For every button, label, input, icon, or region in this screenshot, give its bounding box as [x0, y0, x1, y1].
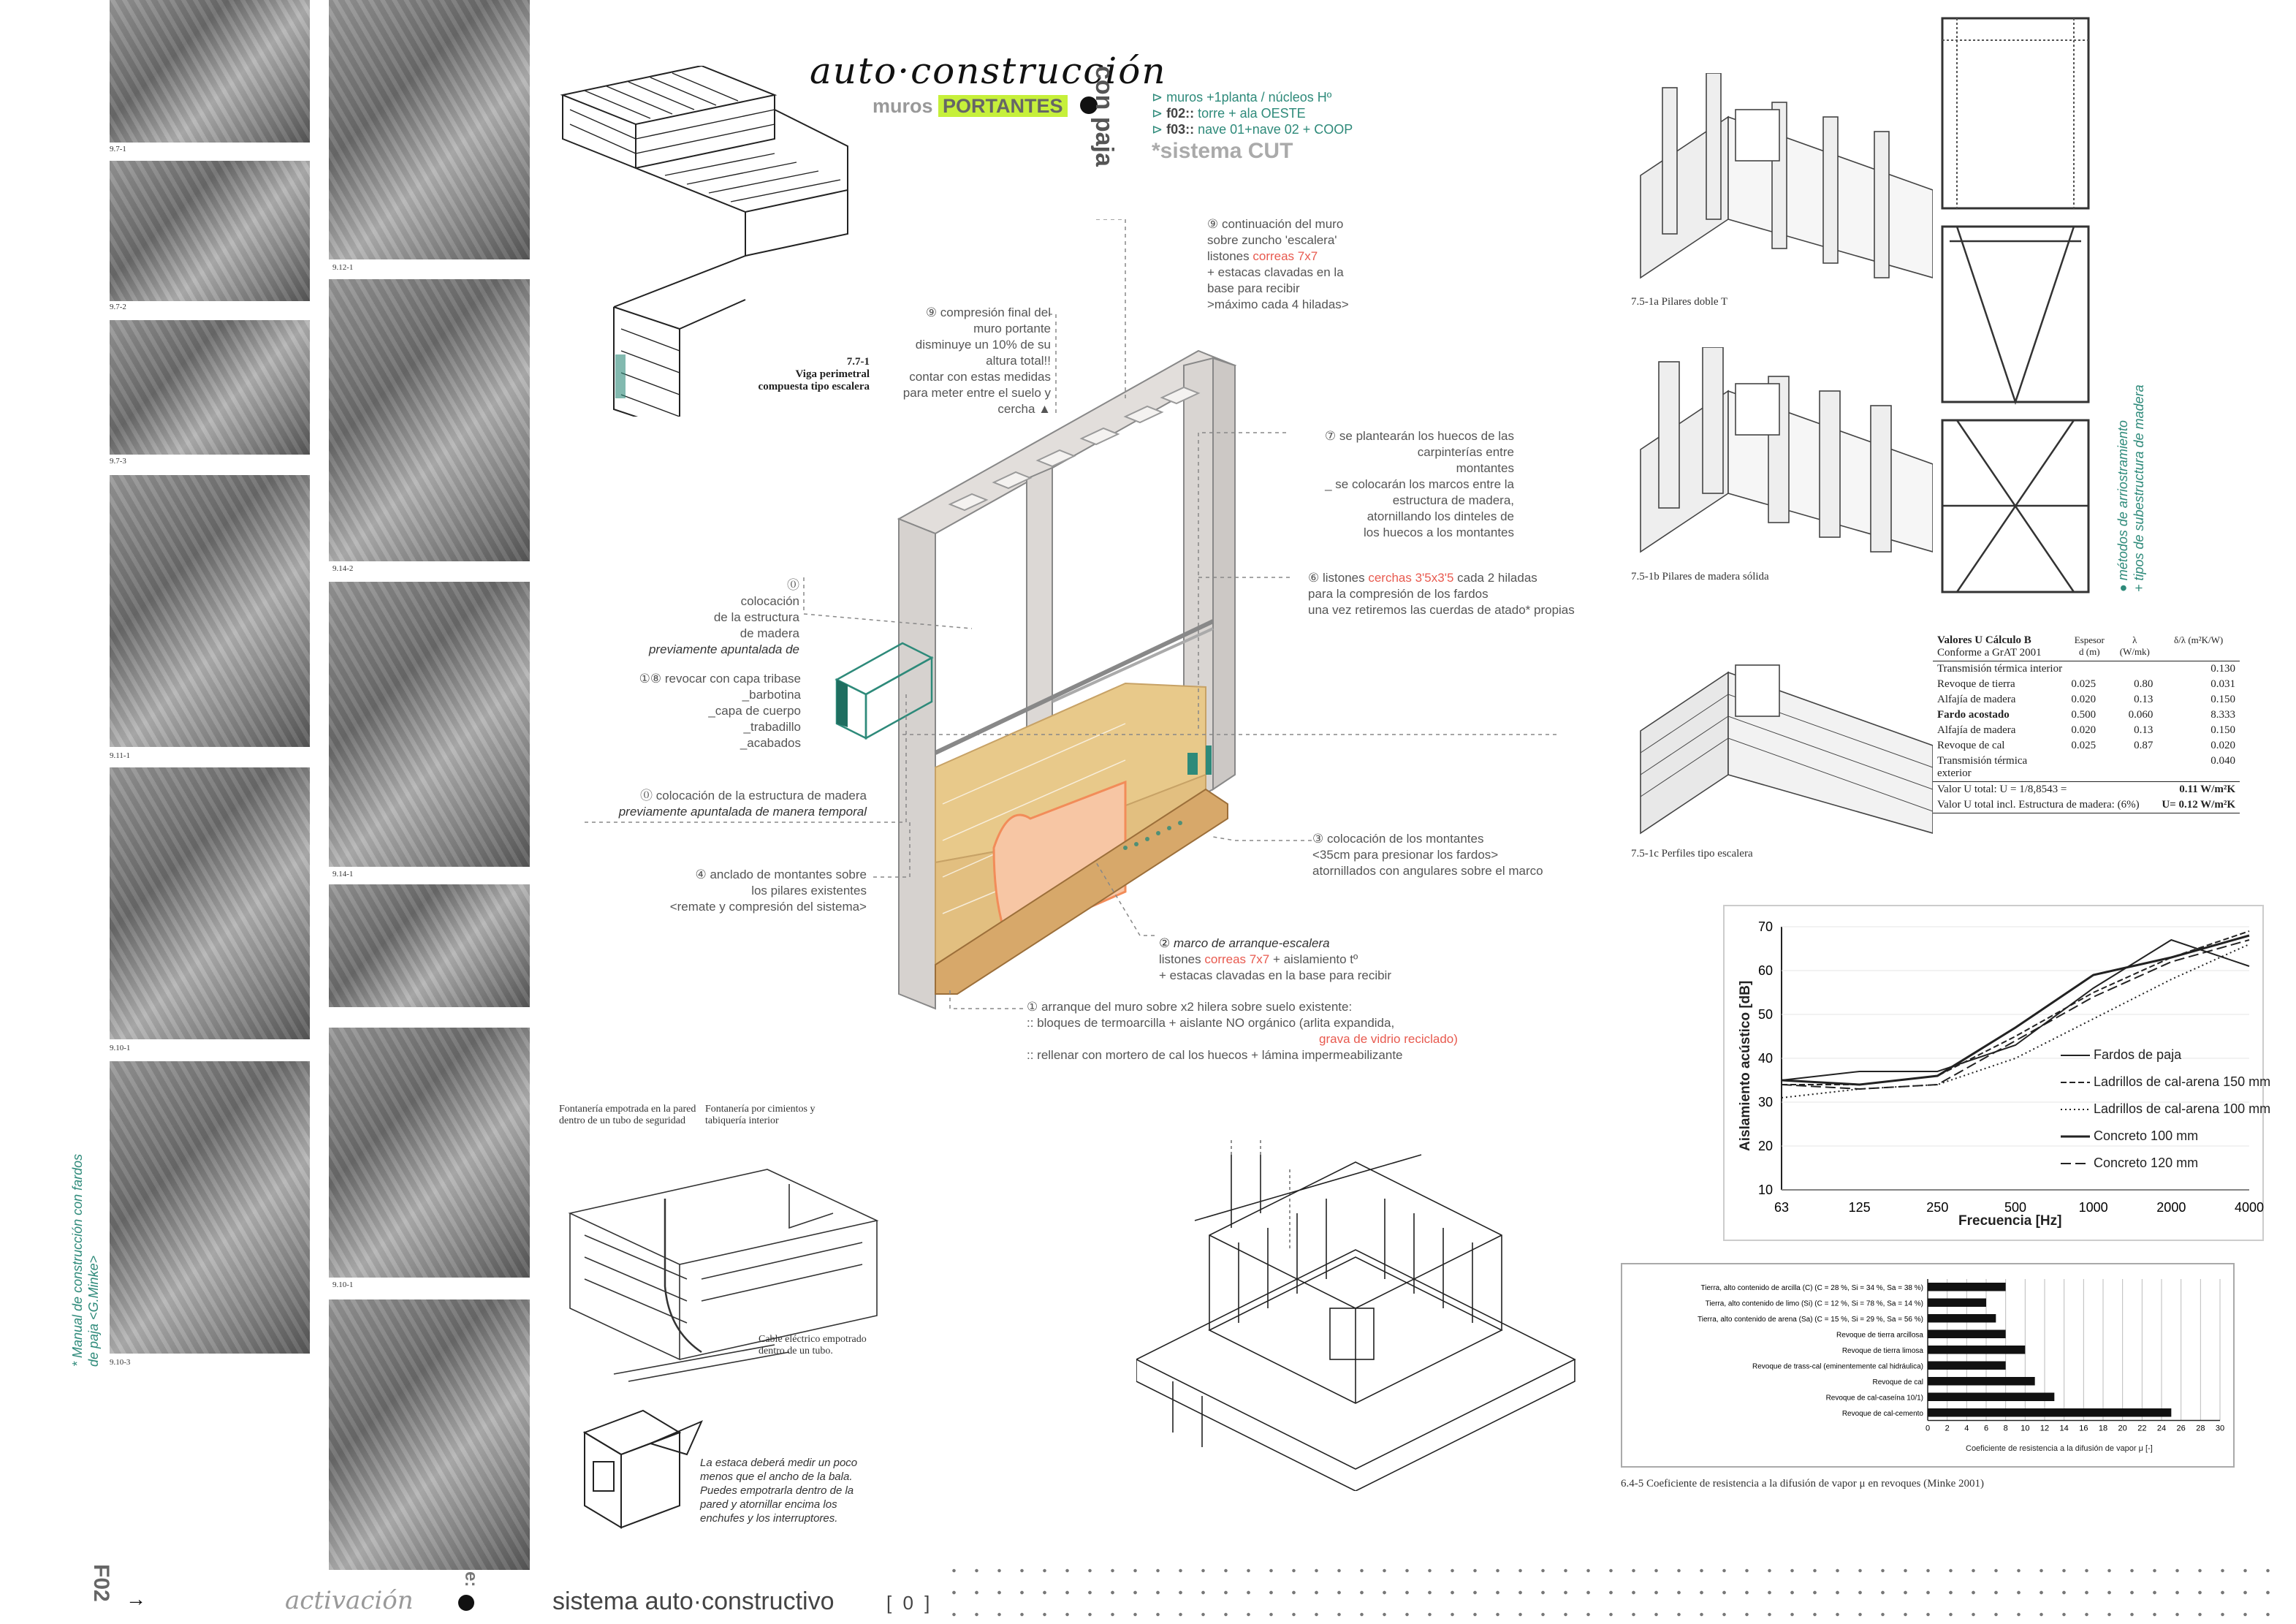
annotation-line: los pilares existentes [751, 884, 867, 898]
x-tick-label: 10 [2021, 1424, 2030, 1433]
bar [1928, 1408, 2171, 1417]
footer-dot [458, 1595, 474, 1611]
system-label: *sistema CUT [1152, 139, 1293, 163]
photo [329, 279, 530, 561]
x-tick-label: 250 [1926, 1200, 1949, 1215]
annotation-line: _capa de cuerpo [708, 704, 801, 718]
annotation-line: carpinterías entre [1417, 445, 1514, 459]
photo [110, 1061, 310, 1354]
table-row: Transmisión térmica exterior 0.040 [1937, 755, 2235, 779]
photo [329, 884, 530, 1007]
annotation-line: ⓪ colocación de la estructura de madera [640, 789, 867, 802]
annotation-line: + estacas clavadas en la [1207, 265, 1344, 279]
photo [329, 1299, 530, 1570]
annotation-line: _barbotina [742, 688, 801, 702]
category-label: Tierra, alto contenido de arena (Sa) (C = 15 %, Si = 29 %, Sa = 56 %) [1698, 1315, 1923, 1324]
vapor-chart [1621, 1263, 2235, 1468]
photo [110, 0, 310, 143]
annotation-line: atornillados con angulares sobre el marco [1312, 864, 1543, 878]
photo-caption: 9.10-1 [332, 1280, 354, 1289]
bracing-diagrams [1935, 15, 2096, 599]
framing-caption-c: 7.5-1c Perfiles tipo escalera [1631, 848, 1753, 860]
annotation-line: ② marco de arranque-escalera [1159, 936, 1330, 950]
x-tick-label: 8 [2003, 1424, 2008, 1433]
photo [110, 767, 310, 1039]
annotation-line: _trabadillo [743, 720, 801, 734]
annotation-line: ⑥ listones cerchas 3'5x3'5 cada 2 hiladas [1308, 571, 1537, 585]
beam-caption-line: Viga perimetral [795, 368, 870, 380]
bracing-note [2115, 384, 2147, 592]
photo-caption: 9.11-1 [110, 751, 131, 760]
bullet: ⊳ muros +1planta / núcleos Hº [1152, 90, 1332, 105]
x-tick-label: 2 [1945, 1424, 1950, 1433]
annotation-line: _ se colocarán los marcos entre la [1325, 477, 1514, 491]
annotation-line: <35cm para presionar los fardos> [1312, 848, 1499, 862]
annotation-line: _acabados [740, 736, 801, 750]
column-header: λ (W/mk) [2119, 634, 2150, 657]
annotation-line: ⑨ compresión final del [925, 306, 1051, 319]
stake-sketch [577, 1403, 709, 1535]
vapor-caption: 6.4-5 Coeficiente de resistencia a la difusión de vapor μ en revoques (Minke 2001) [1621, 1478, 1985, 1490]
photo-caption: 9.14-1 [332, 870, 354, 879]
table-row: Alfajía de madera 0.020 0.13 0.150 [1937, 694, 2235, 705]
annotation-4 [643, 867, 867, 915]
annotation-line: previamente apuntalada de manera temporal [618, 805, 867, 819]
legend-item: Concreto 100 mm [2094, 1128, 2199, 1143]
footer-section: activación [285, 1586, 414, 1615]
bar [1928, 1314, 1996, 1323]
x-tick-label: 26 [2176, 1424, 2186, 1433]
annotation-line: montantes [1456, 461, 1514, 475]
vapor-xlabel: Coeficiente de resistencia a la difusión de vapor μ [-] [1966, 1444, 2153, 1453]
header-side-title: con paja [1090, 66, 1118, 167]
photo [110, 161, 310, 301]
legend-item: Concreto 120 mm [2094, 1156, 2199, 1170]
bracing-note-line: + tipos de subestructura de madera [2132, 384, 2146, 592]
plumbing-label-2: Fontanería por cimientos y tabiquería interior [705, 1104, 816, 1126]
annotation-line: ⑦ se plantearán los huecos de las [1324, 429, 1514, 443]
legend-item: Fardos de paja [2094, 1047, 2182, 1062]
bar [1928, 1393, 2054, 1402]
annotation-line: disminuye un 10% de su [915, 338, 1051, 352]
x-tick-label: 500 [2004, 1200, 2027, 1215]
beam-caption-line: compuesta tipo escalera [758, 381, 870, 392]
framing-type-b [1626, 347, 1933, 566]
annotation-line: ①⑧ revocar con capa tribase [639, 672, 801, 686]
annotation-line: para meter entre el suelo y [902, 386, 1051, 400]
photo-caption: 9.7-2 [110, 303, 126, 311]
plumbing-label-1: Fontanería empotrada en la pared dentro de un tubo de seguridad [559, 1104, 696, 1126]
framing-type-a [1626, 73, 1933, 292]
bar [1928, 1283, 2006, 1291]
footer-arrow: → [126, 1587, 146, 1610]
column-header: Espesor d (m) [2074, 634, 2105, 657]
bar [1928, 1346, 2025, 1354]
footer-page: [ 0 ] [886, 1592, 933, 1614]
acoustic-legend [2061, 1041, 2270, 1177]
y-tick-label: 40 [1757, 1051, 1773, 1066]
category-label: Tierra, alto contenido de arcilla (C) (C = 28 %, Si = 34 %, Sa = 38 %) [1700, 1283, 1923, 1292]
category-label: Revoque de trass-cal (eminentemente cal hidráulica) [1752, 1362, 1923, 1371]
subtitle-highlight: PORTANTES [938, 95, 1068, 117]
column-header: δ/λ (m²K/W) [2174, 634, 2224, 645]
x-tick-label: 16 [2079, 1424, 2088, 1433]
bar [1928, 1362, 2006, 1370]
annotation-line: muro portante [973, 322, 1051, 335]
category-label: Revoque de cal [1872, 1378, 1923, 1386]
annotation-1 [1027, 999, 1458, 1063]
x-tick-label: 22 [2137, 1424, 2147, 1433]
bar [1928, 1299, 1986, 1308]
annotation-line: base para recibir [1207, 281, 1300, 295]
legend-item: Ladrillos de cal-arena 150 mm [2094, 1074, 2271, 1089]
annotation-line: ① arranque del muro sobre x2 hilera sobre suelo existente: [1027, 1000, 1353, 1014]
annotation-6 [1308, 570, 1575, 618]
annotation-line: colocación [740, 594, 799, 608]
footer-section-mark: e: [461, 1571, 481, 1587]
table-row: Revoque de tierra 0.025 0.80 0.031 [1937, 678, 2235, 690]
table-row: Fardo acostado 0.500 0.060 8.333 [1937, 709, 2235, 721]
annotation-line: + estacas clavadas en la base para recibir [1159, 968, 1391, 982]
x-tick-label: 2000 [2156, 1200, 2186, 1215]
y-tick-label: 50 [1757, 1007, 1773, 1022]
legend-item: Ladrillos de cal-arena 100 mm [2094, 1101, 2271, 1116]
annotation-line: ⓪ [787, 578, 799, 592]
annotation-line: ④ anclado de montantes sobre [695, 868, 867, 881]
table-title: Valores U Cálculo B Conforme a GrAT 2001 [1937, 634, 2042, 659]
header-bullets [1152, 89, 1353, 137]
table-row: Valor U total incl. Estructura de madera: (6%) U= 0.12 W/m²K [1937, 799, 2235, 811]
annotation-0-long [577, 788, 867, 820]
annotation-9-top [1207, 216, 1349, 313]
x-tick-label: 18 [2098, 1424, 2108, 1433]
annotation-7 [1242, 428, 1514, 541]
beam-caption-number: 7.7-1 [846, 356, 870, 368]
photo [110, 320, 310, 455]
photo-caption: 9.7-3 [110, 457, 126, 466]
photo-caption: 9.7-1 [110, 145, 126, 153]
annotation-line: altura total!! [986, 354, 1051, 368]
y-tick-label: 30 [1757, 1095, 1773, 1109]
annotation-line: cercha ▲ [997, 402, 1051, 416]
house-axonometric [1136, 1140, 1589, 1491]
x-tick-label: 4000 [2234, 1200, 2264, 1215]
annotation-line: :: rellenar con mortero de cal los huecos + lámina impermeabilizante [1027, 1048, 1403, 1062]
stake-note: La estaca deberá medir un poco menos que el ancho de la bala. Puedes empotrarla dentro de la pared y atornillar encima los enchufes y los interruptores. [700, 1457, 858, 1525]
category-label: Tierra, alto contenido de limo (Si) (C = 12 %, Si = 78 %, Sa = 14 %) [1705, 1299, 1923, 1308]
vertical-credit: * Manual de construcción con fardos de paja <G.Minke> [70, 1153, 101, 1367]
header-title: auto·construcción [810, 50, 1167, 92]
annotation-0-box [643, 577, 799, 658]
annotation-line: atornillando los dinteles de [1366, 509, 1514, 523]
annotation-3 [1312, 831, 1543, 879]
footer-code: F02 [89, 1564, 113, 1602]
x-tick-label: 24 [2156, 1424, 2167, 1433]
annotation-line: :: bloques de termoarcilla + aislante NO orgánico (arlita expandida, [1027, 1016, 1395, 1030]
category-label: Revoque de cal-caseína 10/1) [1825, 1394, 1923, 1403]
u-value-table [1933, 633, 2240, 813]
annotation-line: listones correas 7x7 + aislamiento tº [1159, 952, 1358, 966]
x-tick-label: 12 [2040, 1424, 2050, 1433]
x-tick-label: 0 [1925, 1424, 1931, 1433]
x-tick-label: 4 [1964, 1424, 1969, 1433]
plumbing-label-3: Cable eléctrico empotrado dentro de un tubo. [759, 1334, 867, 1357]
bar [1928, 1330, 2006, 1339]
x-tick-label: 14 [2059, 1424, 2069, 1433]
acoustic-ylabel: Aislamiento acústico [dB] [1738, 980, 1753, 1151]
x-tick-label: 63 [1774, 1200, 1790, 1215]
y-tick-label: 10 [1757, 1183, 1773, 1197]
framing-caption-a: 7.5-1a Pilares doble T [1631, 296, 1728, 308]
framing-type-c [1626, 629, 1933, 848]
table-row: Valor U total: U = 1/8,8543 = 0.11 W/m²K [1937, 783, 2235, 795]
annotation-line: estructura de madera, [1392, 493, 1514, 507]
photo-caption: 9.10-3 [110, 1358, 131, 1367]
photo [329, 0, 530, 259]
subtitle-prefix: muros [873, 95, 933, 117]
annotation-line: de la estructura [713, 610, 799, 624]
annotation-line: sobre zuncho 'escalera' [1207, 233, 1337, 247]
x-tick-label: 30 [2215, 1424, 2225, 1433]
annotation-line: ⑨ continuación del muro [1207, 217, 1344, 231]
photo-caption: 9.12-1 [332, 263, 354, 272]
annotation-2 [1159, 936, 1391, 984]
photo [329, 582, 530, 867]
annotation-line: contar con estas medidas [909, 370, 1051, 384]
footer-title: sistema auto·constructivo [552, 1587, 835, 1615]
table-row: Revoque de cal 0.025 0.87 0.020 [1937, 740, 2235, 751]
table-row: Transmisión térmica interior 0.130 [1937, 663, 2235, 675]
annotation-line: de madera [740, 626, 799, 640]
annotation-line: grava de vidrio reciclado) [1319, 1032, 1458, 1046]
bar [1928, 1377, 2035, 1386]
y-tick-label: 70 [1757, 919, 1773, 934]
category-label: Revoque de cal-cemento [1841, 1409, 1923, 1418]
footer-dot-pattern [943, 1604, 2280, 1624]
annotation-line: los huecos a los montantes [1363, 525, 1514, 539]
annotation-line: listones correas 7x7 [1207, 249, 1318, 263]
photo [329, 1028, 530, 1278]
photo-caption: 9.14-2 [332, 564, 354, 573]
bullet: ⊳ f02:: torre + ala OESTE [1152, 106, 1306, 121]
y-tick-label: 20 [1757, 1139, 1773, 1153]
table-row [1933, 633, 2240, 661]
annotation-line: para la compresión de los fardos [1308, 587, 1489, 601]
photo [110, 475, 310, 747]
photo-caption: 9.10-1 [110, 1044, 131, 1052]
x-tick-label: 1000 [2078, 1200, 2108, 1215]
category-label: Revoque de tierra limosa [1841, 1346, 1923, 1355]
annotation-line: <remate y compresión del sistema> [669, 900, 867, 914]
acoustic-xlabel: Frecuencia [Hz] [1958, 1213, 2062, 1229]
annotation-line: >máximo cada 4 hiladas> [1207, 297, 1349, 311]
annotation-line: una vez retiremos las cuerdas de atado* propias [1308, 603, 1575, 617]
annotation-line: previamente apuntalada de [648, 642, 799, 656]
annotation-line: ③ colocación de los montantes [1312, 832, 1484, 846]
footer-dot-pattern [943, 1582, 2280, 1604]
annotation-9-left [870, 305, 1051, 417]
x-tick-label: 20 [2118, 1424, 2127, 1433]
bullet: ⊳ f03:: nave 01+nave 02 + COOP [1152, 122, 1353, 137]
x-tick-label: 125 [1848, 1200, 1871, 1215]
x-tick-label: 6 [1983, 1424, 1989, 1433]
category-label: Revoque de tierra arcillosa [1836, 1331, 1923, 1340]
framing-caption-b: 7.5-1b Pilares de madera sólida [1631, 571, 1769, 583]
bracing-note-line: ● métodos de arriostramiento [2116, 420, 2130, 592]
y-tick-label: 60 [1757, 963, 1773, 978]
table-row: Alfajía de madera 0.020 0.13 0.150 [1937, 724, 2235, 736]
x-tick-label: 28 [2196, 1424, 2205, 1433]
annotation-18 [599, 671, 801, 751]
